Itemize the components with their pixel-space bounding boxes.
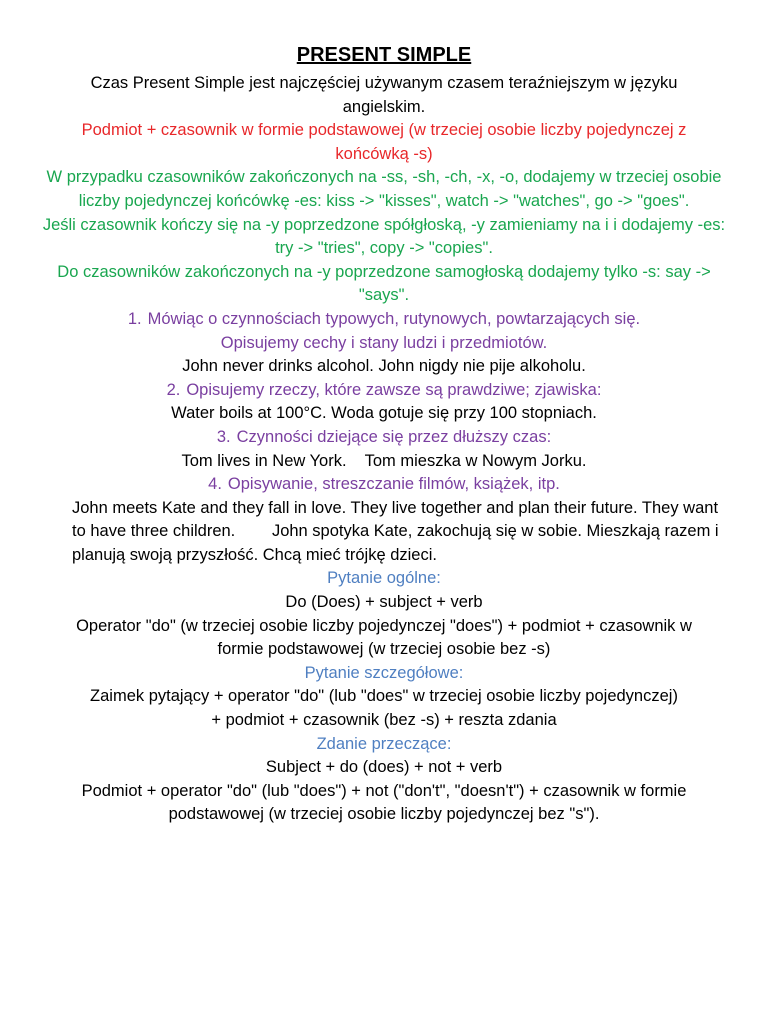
use-3-heading bbox=[0, 426, 768, 450]
negative-heading: Zdanie przeczące: bbox=[316, 734, 452, 753]
intro-text: Czas Present Simple jest najczęściej używanym czasem teraźniejszym w języku angielskim. bbox=[90, 74, 678, 116]
use-2-heading-text: Opisujemy rzeczy, które zawsze są prawdziwe; zjawiska: bbox=[186, 380, 602, 399]
negative-description: Podmiot + operator "do" (lub "does") + not ("don't", "doesn't") + czasownik w formie podstawowej (w trzeciej osobie liczby pojedynczej bez "s"). bbox=[81, 781, 687, 824]
use-1-number: 1. bbox=[127, 309, 142, 328]
use-3-example: Tom lives in New York. Tom mieszka w Nowym Jorku. bbox=[181, 451, 587, 470]
use-1-subheading: Opisujemy cechy i stany ludzi i przedmiotów. bbox=[220, 333, 548, 352]
use-2-example: Water boils at 100°C. Woda gotuje się przy 100 stopniach. bbox=[171, 404, 597, 423]
use-1-heading-text: Mówiąc o czynnościach typowych, rutynowych, powtarzających się. bbox=[147, 309, 641, 328]
question-specific-heading: Pytanie szczegółowe: bbox=[304, 663, 464, 682]
rule-basic-form: Podmiot + czasownik w formie podstawowej (w trzeciej osobie liczby pojedynczej z końcówką -s) bbox=[81, 121, 687, 163]
use-2-heading bbox=[0, 379, 768, 403]
question-general-heading: Pytanie ogólne: bbox=[327, 569, 441, 588]
rule-y-consonant: Jeśli czasownik kończy się na -y poprzedzone spółgłoską, -y zamieniamy na i i dodajemy -es: try -> "tries", copy -> "copies". bbox=[42, 215, 726, 258]
use-4-number: 4. bbox=[208, 475, 222, 494]
question-general-description: Operator "do" (w trzeciej osobie liczby pojedynczej "does") + podmiot + czasownik w formie podstawowej (w trzeciej osobie bez -s) bbox=[76, 616, 692, 659]
use-2-number: 2. bbox=[166, 380, 181, 399]
page-title: PRESENT SIMPLE bbox=[296, 44, 472, 66]
rule-y-vowel: Do czasowników zakończonych na -y poprzedzone samogłoską dodajemy tylko -s: say -> "says". bbox=[57, 262, 711, 305]
use-4-heading bbox=[0, 473, 768, 497]
negative-formula: Subject + do (does) + not + verb bbox=[265, 758, 503, 777]
use-3-heading-text: Czynności dziejące się przez dłuższy czas: bbox=[236, 427, 552, 446]
use-4-example: John meets Kate and they fall in love. They live together and plan their future. They want to have three children. John spotyka Kate, zakochują się w sobie. Mieszkają razem i planują swoją przyszłość. Chcą mieć trójkę dzieci. bbox=[72, 498, 724, 564]
use-1-example: John never drinks alcohol. John nigdy nie pije alkoholu. bbox=[182, 357, 586, 376]
use-3-number: 3. bbox=[216, 427, 231, 446]
rule-es-ending: W przypadku czasowników zakończonych na -ss, -sh, -ch, -x, -o, dodajemy w trzeciej osobie liczby pojedynczej końcówkę -es: kiss -> "kisses", watch -> "watches", go -> "goes". bbox=[46, 168, 722, 210]
use-4-heading-text: Opisywanie, streszczanie filmów, książek, itp. bbox=[227, 475, 560, 494]
use-1-heading bbox=[0, 308, 768, 332]
question-specific-description: Zaimek pytający + operator "do" (lub "does" w trzeciej osobie liczby pojedynczej) + podmiot + czasownik (bez -s) + reszta zdania bbox=[90, 687, 678, 730]
question-general-formula: Do (Does) + subject + verb bbox=[285, 593, 483, 612]
